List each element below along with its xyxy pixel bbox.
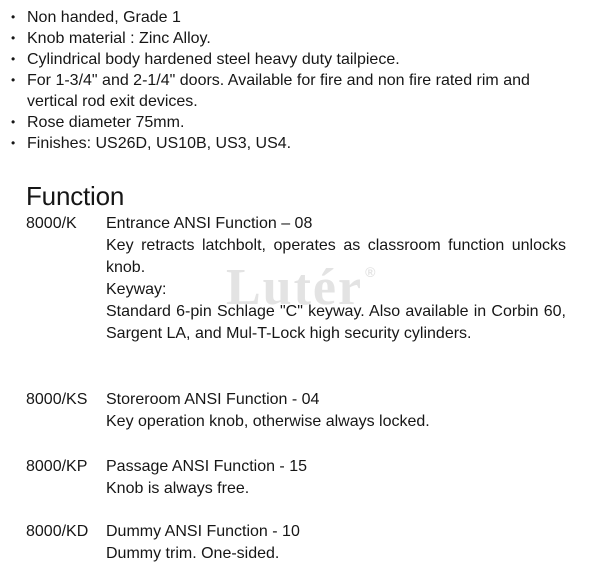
feature-item: • Finishes: US26D, US10B, US3, US4. (11, 135, 292, 152)
function-entry-8000-ks (26, 389, 586, 433)
function-entry-8000-kp (26, 456, 586, 500)
function-code: 8000/KS (26, 391, 88, 408)
feature-item: • For 1-3/4" and 2-1/4" doors. Available for fire and non fire rated rim and vertical rod exit devices. (11, 72, 530, 110)
function-code: 8000/K (26, 215, 77, 232)
function-heading: Function (26, 181, 125, 211)
function-description (106, 235, 566, 345)
bullet-icon: • (11, 52, 16, 66)
function-entry-8000-k (26, 213, 586, 345)
function-entry-8000-kd (26, 521, 586, 565)
function-description (106, 478, 566, 500)
luter-watermark-logo: Lutér ® (226, 259, 378, 316)
function-code: 8000/KD (26, 523, 89, 540)
bullet-icon: • (11, 10, 16, 24)
function-title: Dummy ANSI Function - 10 (106, 523, 300, 540)
bullet-icon: • (11, 73, 16, 87)
bullet-icon: • (11, 136, 16, 150)
bullet-icon: • (11, 31, 16, 45)
description-line: Keyway: (106, 281, 167, 298)
description-line: Dummy trim. One-sided. (106, 545, 280, 562)
function-code: 8000/KP (26, 458, 88, 475)
function-title: Entrance ANSI Function – 08 (106, 215, 313, 232)
feature-item: • Knob material : Zinc Alloy. (11, 30, 211, 47)
description-line: Key operation knob, otherwise always locked. (106, 413, 430, 430)
function-description (106, 543, 566, 565)
description-line: Knob is always free. (106, 480, 250, 497)
feature-item: • Cylindrical body hardened steel heavy duty tailpiece. (11, 51, 400, 68)
description-line: Standard 6-pin Schlage "C" keyway. Also available in Corbin 60, Sargent LA, and Mul-T-Lock high security cylinders. (106, 303, 566, 342)
function-title: Passage ANSI Function - 15 (106, 458, 307, 475)
function-description (106, 411, 566, 433)
feature-list (10, 7, 590, 154)
feature-item: • Rose diameter 75mm. (11, 114, 185, 131)
function-title: Storeroom ANSI Function - 04 (106, 391, 320, 408)
bullet-icon: • (11, 115, 16, 129)
description-line: Key retracts latchbolt, operates as classroom function unlocks knob. (106, 237, 566, 276)
feature-item: • Non handed, Grade 1 (11, 9, 181, 26)
